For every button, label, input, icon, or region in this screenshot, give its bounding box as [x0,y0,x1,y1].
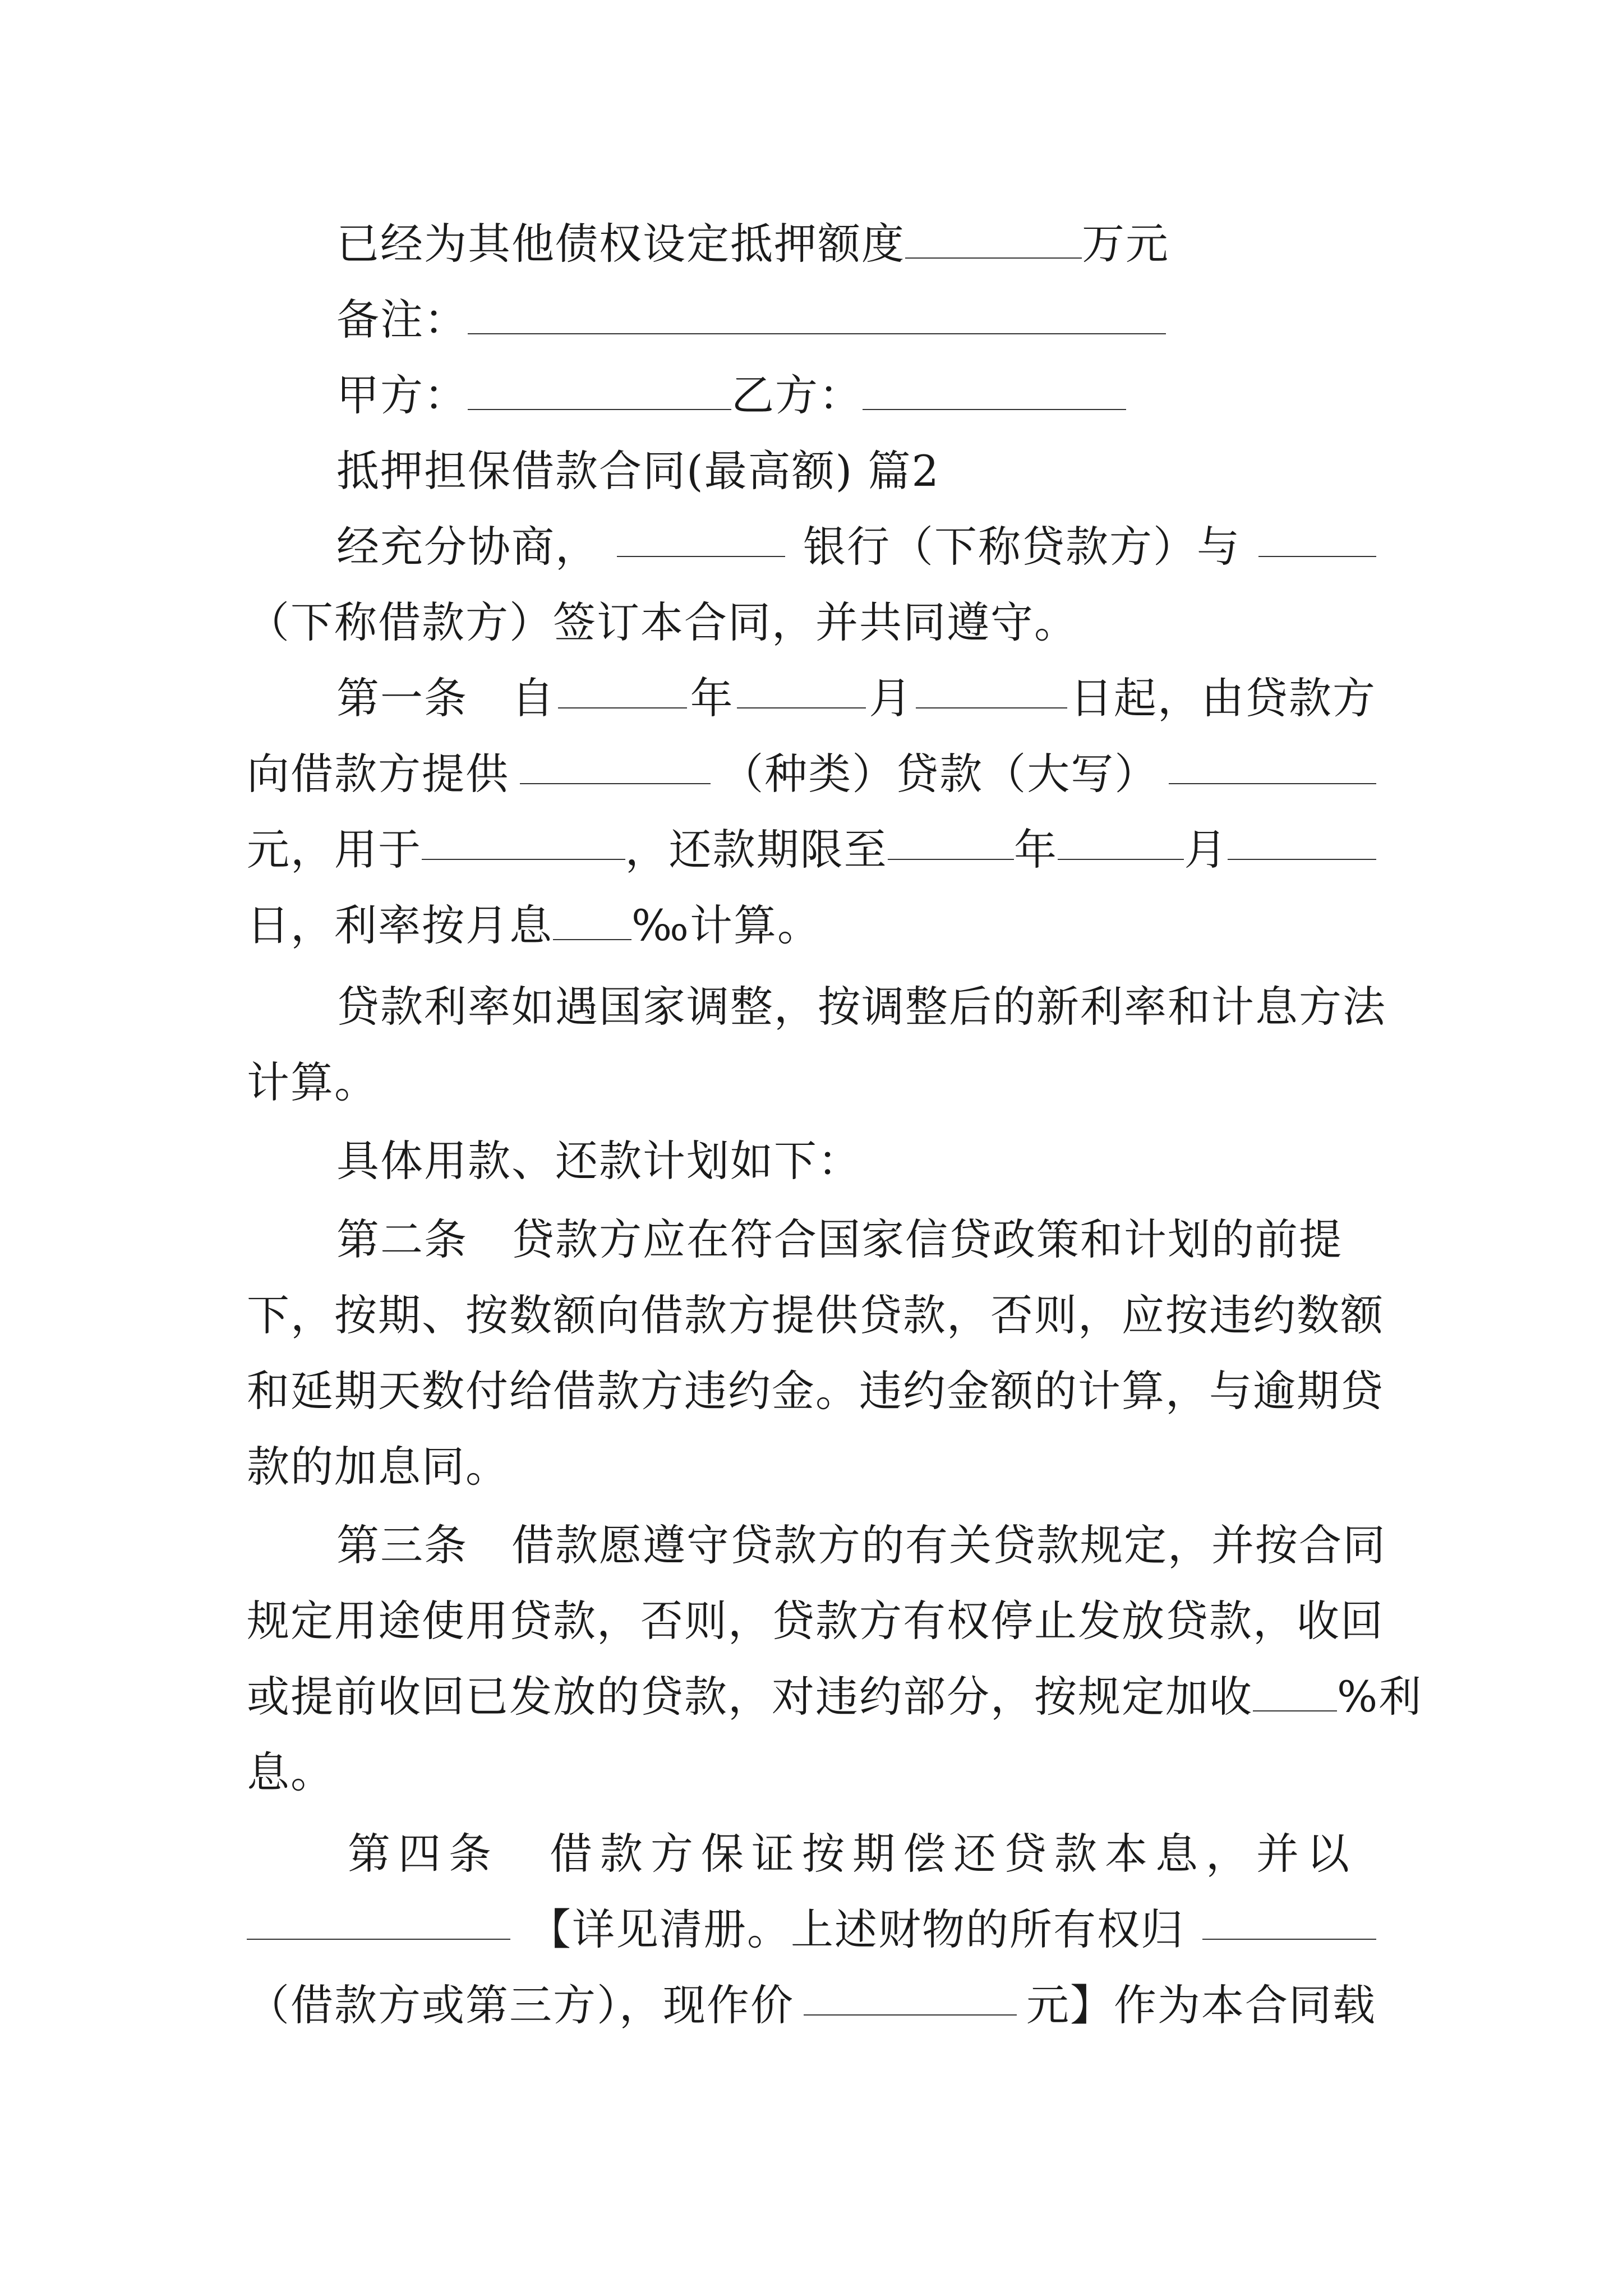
text-segment: 备注： [336,295,468,344]
text-segment: 银行（下称贷款方）与 [803,522,1241,572]
text-segment: 第一条 自 [336,673,555,723]
text-segment: 甲方： [336,370,468,420]
fill-blank [888,822,1014,860]
fill-blank [422,822,625,860]
fill-blank [617,519,785,557]
text-segment: 贷款利率如遇国家调整，按调整后的新利率和计息方法 [336,982,1386,1032]
fill-blank [468,296,1166,334]
fill-blank [916,670,1067,708]
text-segment: 规定用途使用贷款，否则，贷款方有权停止发放贷款，收回 [247,1596,1384,1646]
text-segment: 【详见清册。上述财物的所有权归 [528,1904,1184,1954]
section-heading [336,443,940,499]
text-segment: 乙方： [731,370,863,420]
text-line [247,1439,509,1495]
text-segment: 日起，由贷款方 [1069,673,1376,723]
text-line [336,979,1386,1035]
text-segment: 款的加息同。 [247,1442,509,1492]
text-line [336,1517,1386,1573]
text-segment: 第三条 借款愿遵守贷款方的有关贷款规定，并按合同 [336,1520,1386,1570]
fill-blank [1228,822,1376,860]
text-segment: 和延期天数付给借款方违约金。违约金额的计算，与逾期贷 [247,1366,1384,1416]
text-line [336,1212,1343,1268]
text-line [247,1363,1384,1419]
text-line [247,1745,334,1801]
text-segment: 向借款方提供 [247,749,509,799]
text-line [247,1977,1376,2033]
text-segment: 具体用款、还款计划如下： [336,1136,861,1186]
fill-blank [558,670,687,708]
text-line [336,367,1126,424]
text-segment: 第四条 借款方保证按期偿还贷款本息，并以 [348,1829,1357,1879]
text-segment: （种类）贷款（大写） [721,749,1159,799]
text-segment: ，还款期限至 [625,825,888,875]
fill-blank [737,670,866,708]
text-segment: （下称借款方）签订本合同，并共同遵守。 [247,597,1078,647]
text-segment: （借款方或第三方），现作价 [247,1980,794,2030]
text-line [247,595,1078,651]
text-line [336,670,1376,726]
text-segment: 或提前收回已发放的贷款，对违约部分，按规定加收 [247,1672,1253,1722]
fill-blank [863,372,1126,410]
text-segment: ‰计算。 [631,900,821,950]
text-segment: 抵押担保借款合同(最高额) 篇2 [336,446,940,496]
text-segment: 年 [1014,825,1058,875]
text-line [348,1826,1357,1882]
fill-blank [1058,822,1184,860]
text-segment: 月 [869,673,913,723]
fill-blank [553,902,631,940]
text-line [247,1669,1422,1725]
text-segment: 已经为其他债权设定抵押额度 [336,219,905,269]
fill-blank [520,746,711,784]
fill-blank [468,372,731,410]
text-segment: 万元 [1082,219,1169,269]
text-segment: %利 [1337,1672,1423,1722]
fill-blank [1253,1673,1337,1711]
text-segment: 月 [1184,825,1228,875]
text-segment: 元，用于 [247,825,422,875]
text-line [336,519,1376,575]
fill-blank [804,1977,1017,2016]
text-segment: 经充分协商， [336,522,599,572]
text-segment: 元】作为本合同载 [1026,1980,1376,2030]
fill-blank [1258,519,1376,557]
fill-blank [905,220,1082,259]
text-line [336,216,1169,272]
text-line [247,822,1376,878]
text-line [247,1593,1384,1649]
text-line [247,1055,378,1111]
text-line [336,292,1166,348]
text-segment: 计算。 [247,1057,378,1107]
fill-blank [247,1902,510,1940]
text-line [247,746,1376,802]
text-segment: 日，利率按月息 [247,900,553,950]
text-segment: 第二条 贷款方应在符合国家信贷政策和计划的前提 [336,1214,1343,1264]
text-line [247,1287,1384,1343]
text-segment: 息。 [247,1747,334,1797]
fill-blank [1202,1902,1376,1940]
text-segment: 年 [690,673,734,723]
text-line [247,1902,1376,1958]
fill-blank [1169,746,1376,784]
text-segment: 下，按期、按数额向借款方提供贷款，否则，应按违约数额 [247,1290,1384,1340]
text-line [336,1133,861,1189]
text-line [247,898,821,954]
